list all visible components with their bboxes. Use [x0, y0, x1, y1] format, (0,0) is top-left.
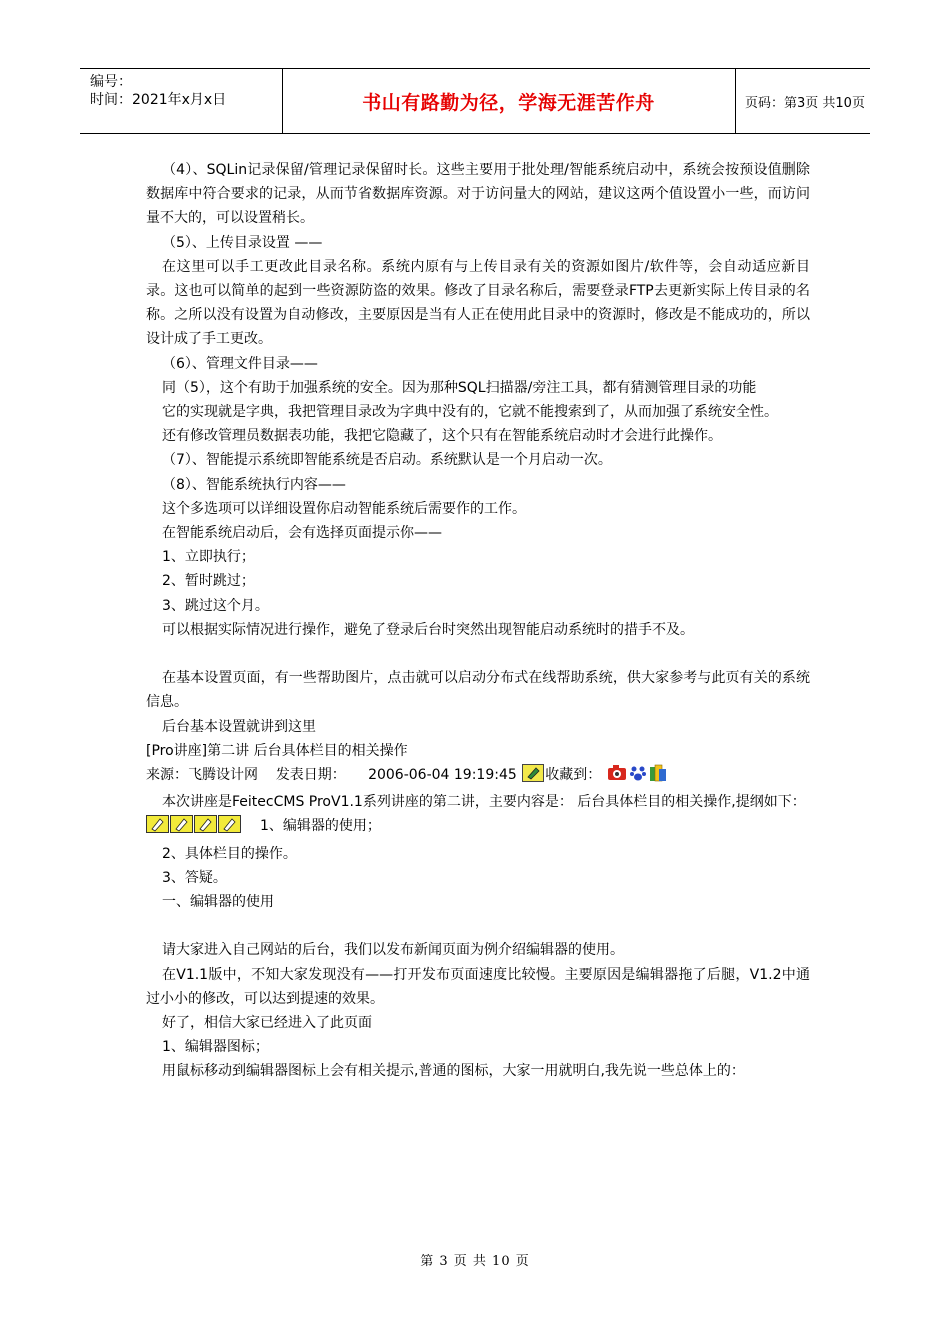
paragraph: 在这里可以手工更改此目录名称。系统内原有与上传目录有关的资源如图片/软件等，会自动适应新目录。这也可以简单的起到一些资源防盗的效果。修改了目录名称后，需要登录FTP去更新实际上传目录的名称。之所以没有设置为自动修改，主要原因是当有人正在使用此目录中的资源时，修改是不能成功的，所以设计成了手工更改。	[146, 258, 810, 348]
paragraph: 在智能系统启动后，会有选择页面提示你——	[162, 525, 442, 542]
list-item: 3、跳过这个月。	[162, 597, 269, 614]
paragraph: （7）、智能提示系统即智能系统是否启动。系统默认是一个月启动一次。	[162, 452, 612, 469]
header-page-cell	[735, 69, 870, 133]
pen-icon	[195, 816, 217, 833]
motto: 书山有路勤为径，学海无涯苦作舟	[362, 91, 655, 114]
paragraph: （8）、智能系统执行内容——	[162, 476, 346, 493]
time-label: 时间：2021年x月x日	[90, 92, 227, 108]
outline-item: 1、编辑器的使用；	[260, 818, 381, 835]
page-footer: 第 3 页 共 10 页	[420, 1254, 530, 1269]
folders-icon[interactable]	[649, 764, 667, 790]
date-label: 发表日期：	[275, 767, 346, 784]
list-item: 1、立即执行；	[162, 549, 255, 566]
pen-icon	[171, 816, 193, 833]
header-meta-cell	[80, 69, 283, 133]
outline-item: 2、具体栏目的操作。	[162, 845, 297, 862]
source-text: 来源：飞腾设计网	[146, 767, 258, 784]
blank-line	[146, 914, 810, 938]
pen-icons	[146, 815, 242, 841]
article-meta	[146, 763, 810, 790]
bookmark-icon[interactable]	[522, 764, 544, 790]
paragraph: 本次讲座是FeitecCMS ProV1.1系列讲座的第二讲，主要内容是： 后台具体栏目的相关操作,提纲如下：	[162, 794, 806, 811]
paw-icon[interactable]	[629, 764, 647, 790]
paragraph: （5）、上传目录设置 ——	[162, 234, 323, 251]
paragraph: 这个多选项可以详细设置你启动智能系统后需要作的工作。	[162, 500, 526, 517]
outline-item: 3、答疑。	[162, 869, 227, 886]
pen-icon	[219, 816, 241, 833]
paragraph: 它的实现就是字典，我把管理目录改为字典中没有的，它就不能搜索到了，从而加强了系统安全性。	[162, 404, 778, 421]
camera-icon[interactable]	[607, 764, 627, 790]
paragraph: 好了，相信大家已经进入了此页面	[162, 1015, 372, 1032]
number-label: 编号：	[90, 74, 132, 90]
section-heading: 一、编辑器的使用	[162, 894, 274, 911]
paragraph: 用鼠标移动到编辑器图标上会有相关提示,普通的图标，大家一用就明白,我先说一些总体上的：	[162, 1063, 745, 1080]
document-body	[146, 158, 810, 1084]
paragraph: 后台基本设置就讲到这里	[162, 718, 316, 735]
paragraph: 可以根据实际情况进行操作，避免了登录后台时突然出现智能启动系统时的措手不及。	[162, 621, 694, 638]
paragraph: 在基本设置页面，有一些帮助图片，点击就可以启动分布式在线帮助系统，供大家参考与此页有关的系统信息。	[146, 670, 810, 711]
paragraph: 还有修改管理员数据表功能，我把它隐藏了，这个只有在智能系统启动时才会进行此操作。	[162, 428, 722, 445]
collect-label: 收藏到：	[545, 767, 602, 784]
page-info: 页码：第3页 共10页	[745, 95, 865, 111]
blank-line	[146, 642, 810, 666]
paragraph: （6）、管理文件目录——	[162, 355, 318, 372]
date-value: 2006-06-04 19:19:45	[368, 767, 517, 784]
paragraph: 请大家进入自己网站的后台，我们以发布新闻页面为例介绍编辑器的使用。	[162, 942, 624, 959]
outline-row	[146, 814, 810, 841]
header-motto-cell	[282, 69, 736, 133]
pen-icon	[147, 816, 169, 833]
paragraph: 在V1.1版中，不知大家发现没有——打开发布页面速度比较慢。主要原因是编辑器拖了后腿，V1.2中通过小小的修改，可以达到提速的效果。	[146, 966, 810, 1007]
header-table	[80, 68, 870, 134]
paragraph: 同（5），这个有助于加强系统的安全。因为那种SQL扫描器/旁注工具，都有猜测管理目录的功能	[162, 379, 757, 396]
paragraph: 1、编辑器图标；	[162, 1039, 269, 1056]
section-title: [Pro讲座]第二讲 后台具体栏目的相关操作	[146, 742, 408, 759]
paragraph: （4）、SQLin记录保留/管理记录保留时长。这些主要用于批处理/智能系统启动中，系统会按预设值删除数据库中符合要求的记录，从而节省数据库资源。对于访问量大的网站，建议这两个值设置小一些，而访问量不大的，可以设置稍长。	[146, 162, 810, 227]
list-item: 2、暂时跳过；	[162, 573, 255, 590]
